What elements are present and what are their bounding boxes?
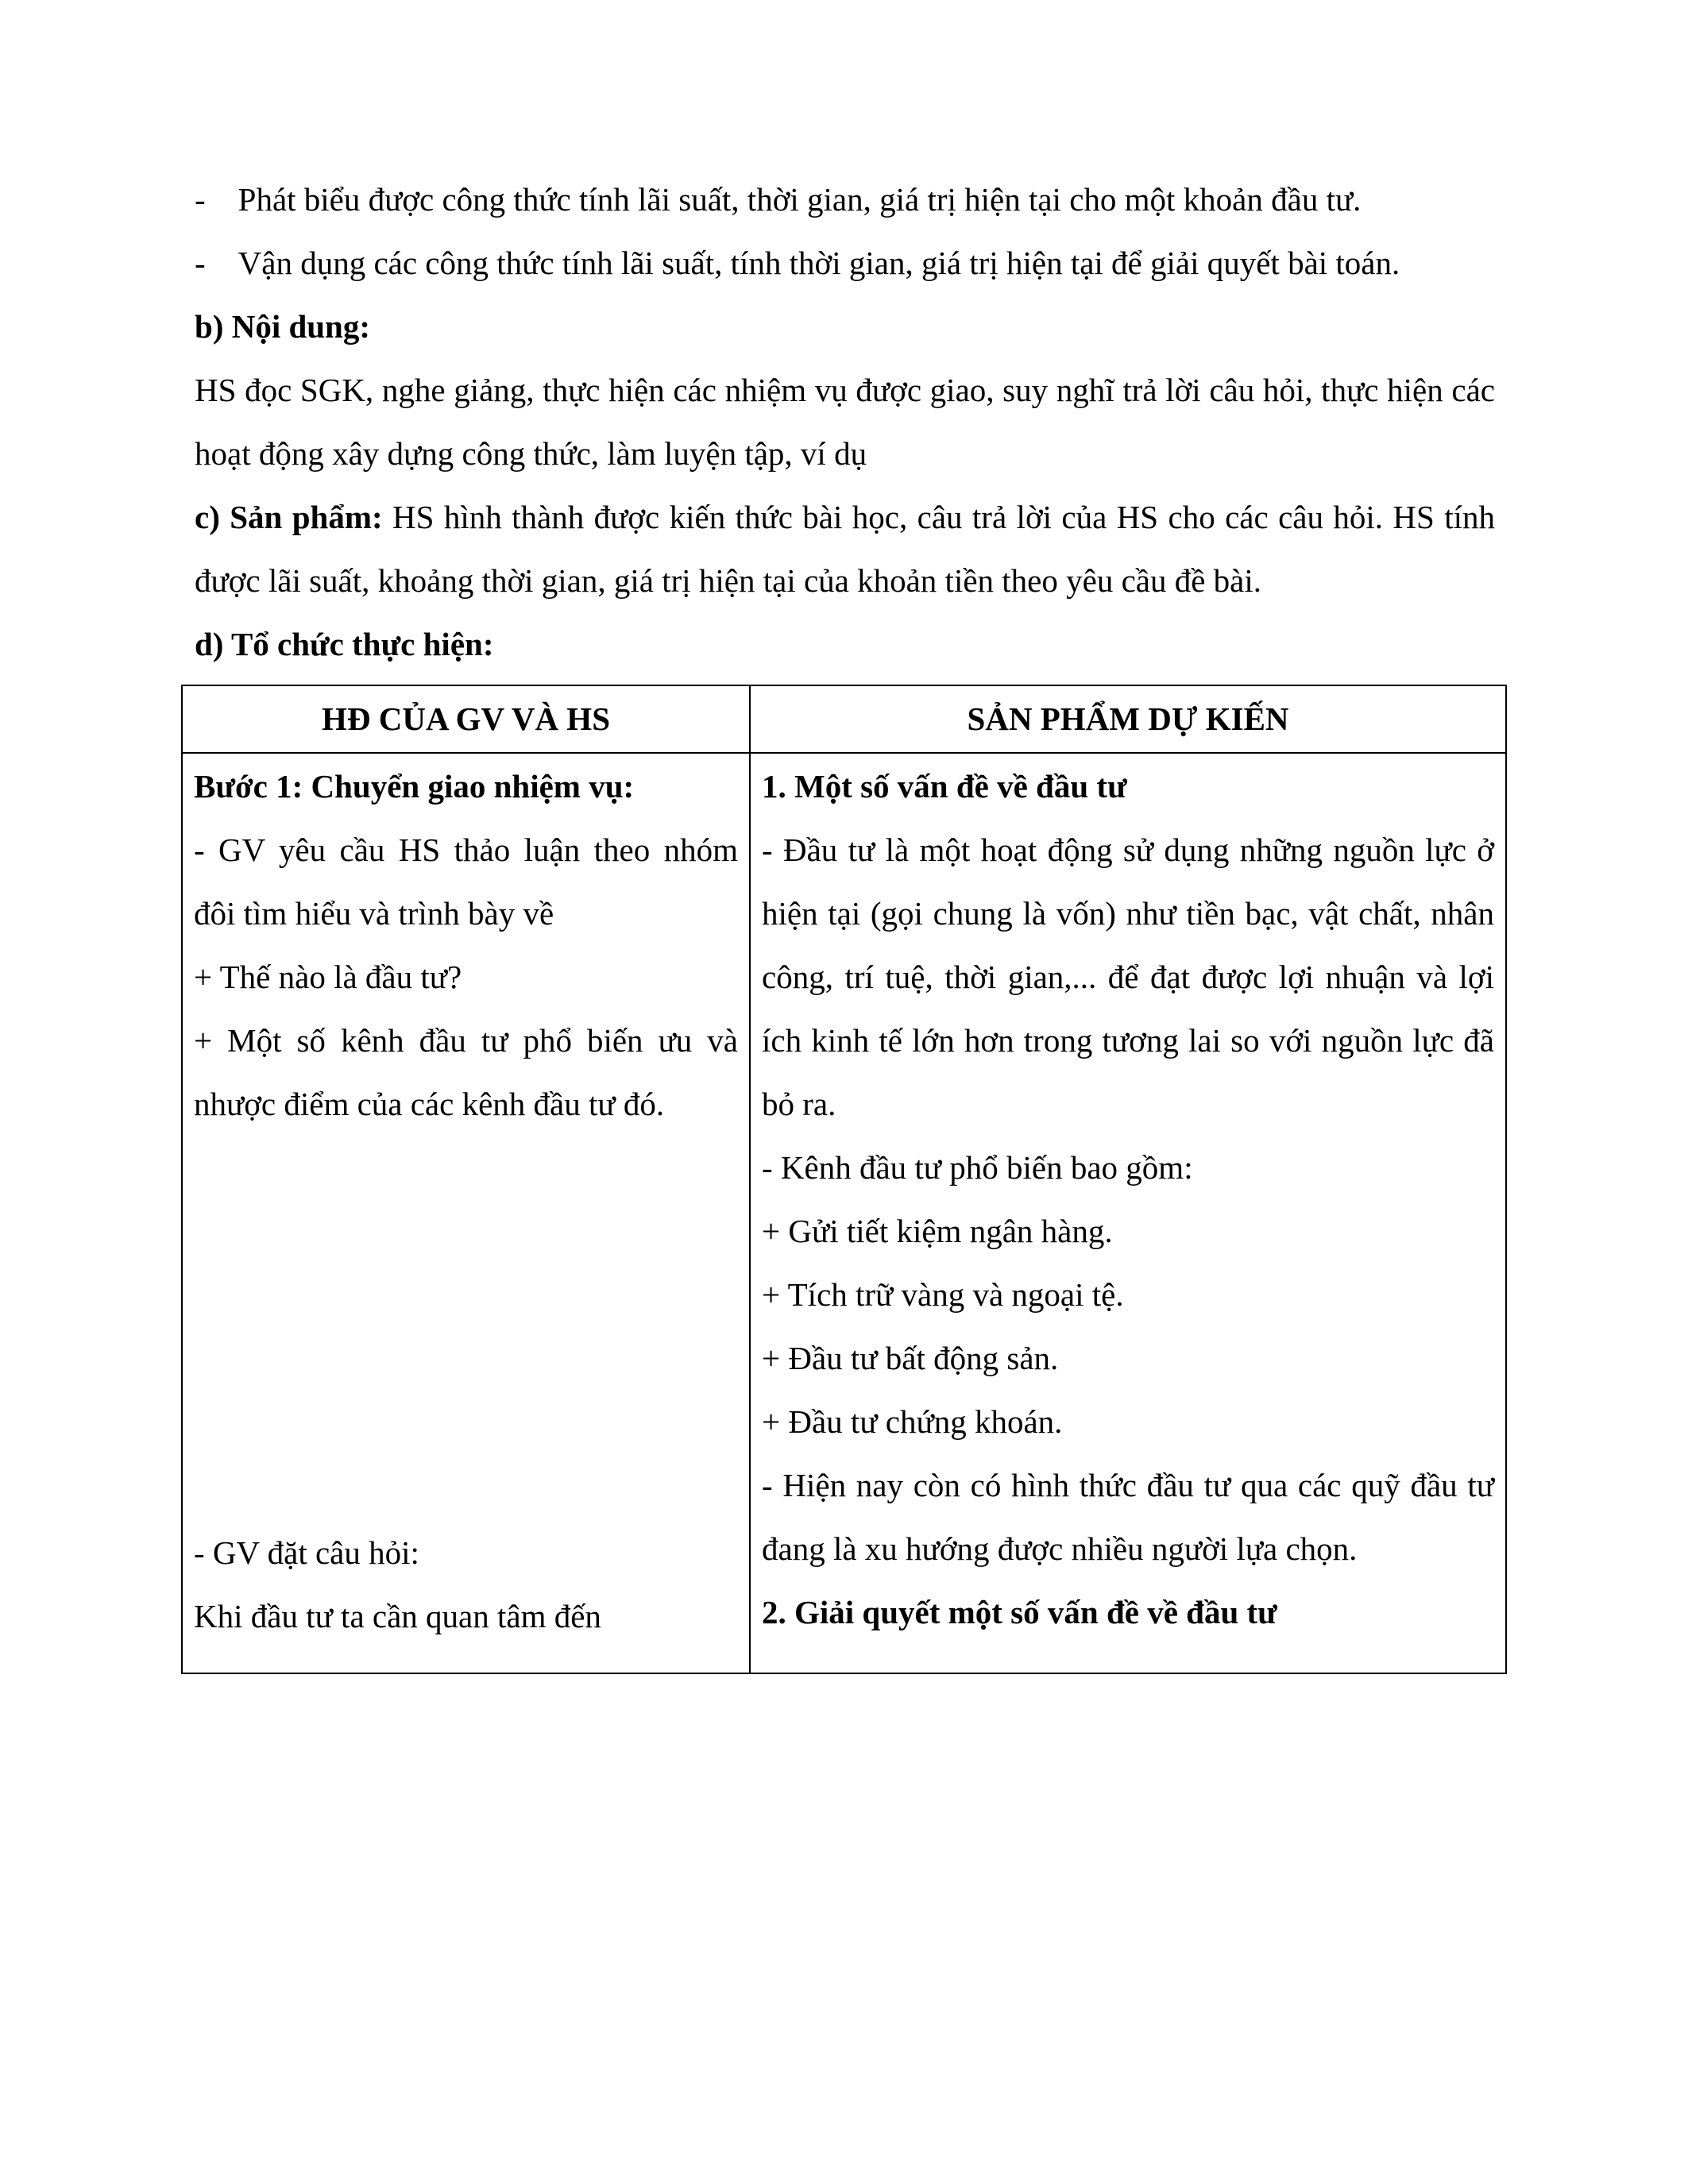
heading-noi-dung bbox=[195, 295, 1495, 359]
paragraph-san-pham-lead: c) Sản phẩm: bbox=[195, 498, 383, 535]
paragraph-phat-bieu: - Phát biểu được công thức tính lãi suất, thời gian, giá trị hiện tại cho một khoản đầu tư. bbox=[195, 181, 1362, 218]
investment-channels-intro: - Kênh đầu tư phổ biến bao gồm: bbox=[762, 1149, 1193, 1187]
table-header-gv-hs: HĐ CỦA GV VÀ HS bbox=[182, 685, 750, 754]
table-header-row bbox=[182, 685, 1506, 754]
activity-table bbox=[181, 685, 1507, 1674]
question-investment-channels: + Một số kênh đầu tư phổ biến ưu và nhược điểm của các kênh đầu tư đó. bbox=[194, 1022, 738, 1123]
investment-funds-note: - Hiện nay còn có hình thức đầu tư qua các quỹ đầu tư đang là xu hướng được nhiều người lựa chọn. bbox=[762, 1466, 1494, 1567]
channel-securities: + Đầu tư chứng khoán. bbox=[762, 1403, 1063, 1440]
section-2-heading: 2. Giải quyết một số vấn đề về đầu tư bbox=[762, 1593, 1277, 1630]
heading-noi-dung-label: b) Nội dung: bbox=[195, 307, 371, 345]
paragraph-san-pham-text: HS hình thành được kiến thức bài học, câu trả lời của HS cho các câu hỏi. HS tính được lãi suất, khoảng thời gian, giá trị hiện tại của khoản tiền theo yêu cầu đề bài. bbox=[195, 498, 1495, 599]
investment-definition: - Đầu tư là một hoạt động sử dụng những nguồn lực ở hiện tại (gọi chung là vốn) như tiền bạc, vật chất, nhân công, trí tuệ, thời gian,... để đạt được lợi nhuận và lợi ích kinh tế lớn hơn trong tương lai so với nguồn lực đã bỏ ra. bbox=[762, 832, 1494, 1123]
heading-to-chuc-thuc-hien-label: d) Tổ chức thực hiện: bbox=[195, 625, 494, 662]
channel-savings: + Gửi tiết kiệm ngân hàng. bbox=[762, 1213, 1113, 1249]
paragraph-san-pham bbox=[195, 486, 1495, 613]
gv-hs-cell bbox=[182, 753, 750, 1673]
gv-question-intro: - GV đặt câu hỏi: bbox=[194, 1534, 419, 1572]
heading-to-chuc-thuc-hien bbox=[195, 613, 1495, 677]
step-1-heading: Bước 1: Chuyển giao nhiệm vụ: bbox=[194, 768, 635, 805]
paragraph-noi-dung-body: HS đọc SGK, nghe giảng, thực hiện các nhiệm vụ được giao, suy nghĩ trả lời câu hỏi, thực hiện các hoạt động xây dựng công thức, làm luyện tập, ví dụ bbox=[195, 371, 1495, 472]
san-pham-cell bbox=[750, 753, 1506, 1673]
gv-task-description: - GV yêu cầu HS thảo luận theo nhóm đôi tìm hiểu và trình bày về bbox=[194, 832, 738, 932]
section-1-heading: 1. Một số vấn đề về đầu tư bbox=[762, 768, 1127, 805]
table-body-row bbox=[182, 753, 1506, 1673]
table-header-san-pham: SẢN PHẨM DỰ KIẾN bbox=[750, 685, 1506, 754]
channel-gold-currency: + Tích trữ vàng và ngoại tệ. bbox=[762, 1275, 1124, 1313]
left-cell-spacer bbox=[194, 1136, 738, 1522]
channel-real-estate: + Đầu tư bất động sản. bbox=[762, 1339, 1059, 1376]
gv-question-text: Khi đầu tư ta cần quan tâm đến bbox=[194, 1598, 601, 1634]
paragraph-van-dung: - Vận dụng các công thức tính lãi suất, tính thời gian, giá trị hiện tại để giải quyết bài toán. bbox=[195, 244, 1400, 281]
question-what-is-investment: + Thế nào là đầu tư? bbox=[194, 959, 462, 996]
